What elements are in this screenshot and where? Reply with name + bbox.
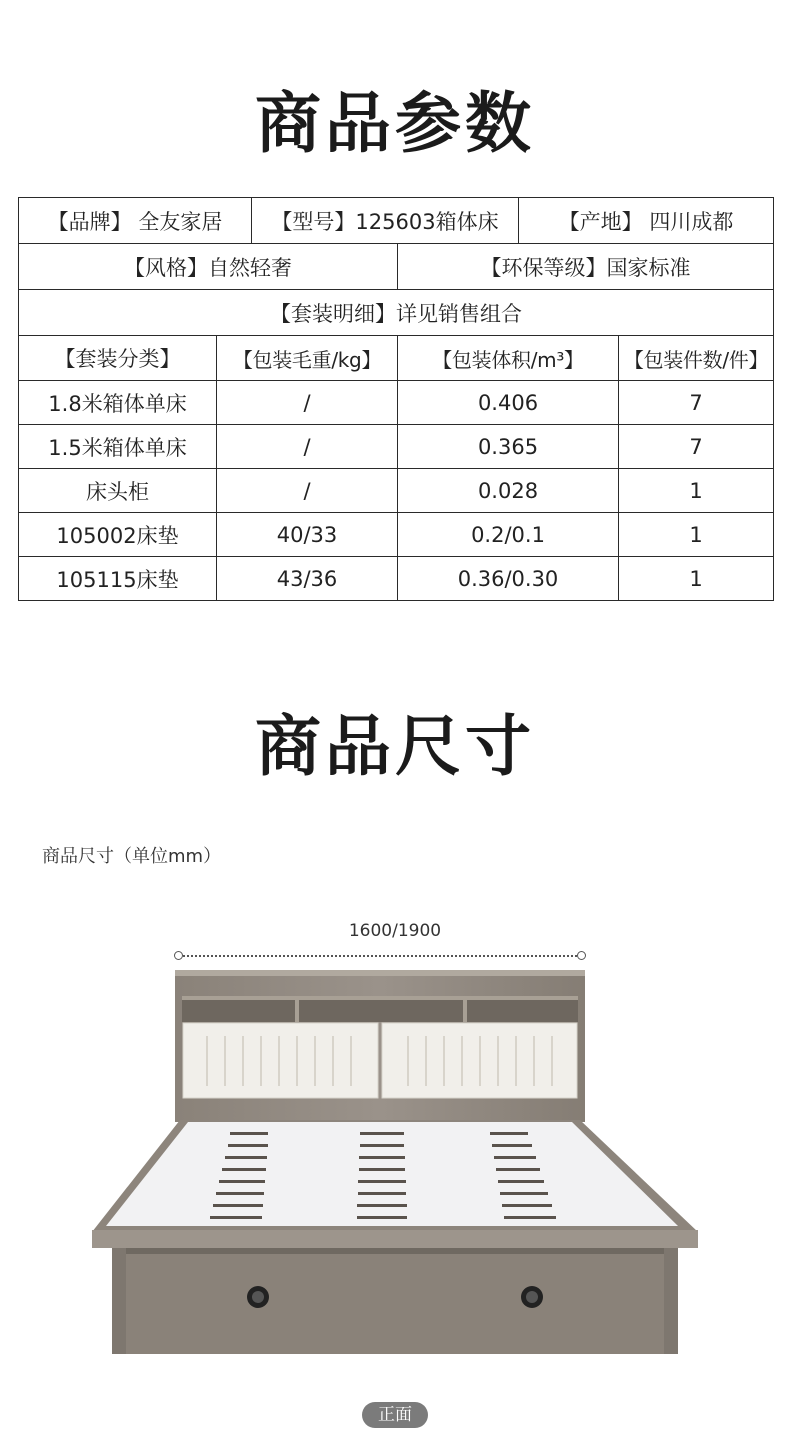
row-count: 1 [619,557,774,601]
header-volume: 【包装体积/m³】 [398,336,619,381]
set-detail-cell: 【套装明细】详见销售组合 [19,290,774,336]
model-cell: 【型号】125603箱体床 [252,198,519,244]
row-count: 7 [619,381,774,425]
row-volume: 0.36/0.30 [398,557,619,601]
bed-frame-edge [92,1230,698,1248]
brand-cell: 【品牌】 全友家居 [19,198,252,244]
row-count: 7 [619,425,774,469]
row-category: 1.8米箱体单床 [19,381,217,425]
params-table [18,197,774,601]
params-row-style [19,244,774,290]
row-volume: 0.028 [398,469,619,513]
row-weight: / [217,469,398,513]
front-view-badge: 正面 [362,1402,428,1428]
headboard-panel-left [183,1023,378,1098]
row-category: 床头柜 [19,469,217,513]
params-header-row [19,336,774,381]
row-volume: 0.2/0.1 [398,513,619,557]
width-dimension-label: 1600/1900 [348,921,442,941]
row-volume: 0.406 [398,381,619,425]
table-row [19,557,774,601]
row-category: 1.5米箱体单床 [19,425,217,469]
table-row [19,425,774,469]
table-row [19,381,774,425]
origin-cell: 【产地】 四川成都 [519,198,774,244]
row-category: 105115床垫 [19,557,217,601]
eco-cell: 【环保等级】国家标准 [398,244,774,290]
size-section-title: 商品尺寸 [255,707,535,785]
row-count: 1 [619,469,774,513]
bed-front-view-image [80,960,710,1365]
params-row-set [19,290,774,336]
width-dimension-line [178,955,581,957]
params-row-brand [19,198,774,244]
row-weight: / [217,425,398,469]
row-weight: / [217,381,398,425]
row-volume: 0.365 [398,425,619,469]
style-cell: 【风格】自然轻奢 [19,244,398,290]
table-row [19,469,774,513]
bed-storage-box [112,1248,678,1354]
dimension-endpoint-right [577,951,586,960]
dimension-endpoint-left [174,951,183,960]
row-weight: 43/36 [217,557,398,601]
header-category: 【套装分类】 [19,336,217,381]
header-weight: 【包装毛重/kg】 [217,336,398,381]
size-unit-caption: 商品尺寸（单位mm） [42,846,222,867]
table-row [19,513,774,557]
row-count: 1 [619,513,774,557]
row-category: 105002床垫 [19,513,217,557]
params-section-title: 商品参数 [255,84,535,162]
row-weight: 40/33 [217,513,398,557]
header-count: 【包装件数/件】 [619,336,774,381]
